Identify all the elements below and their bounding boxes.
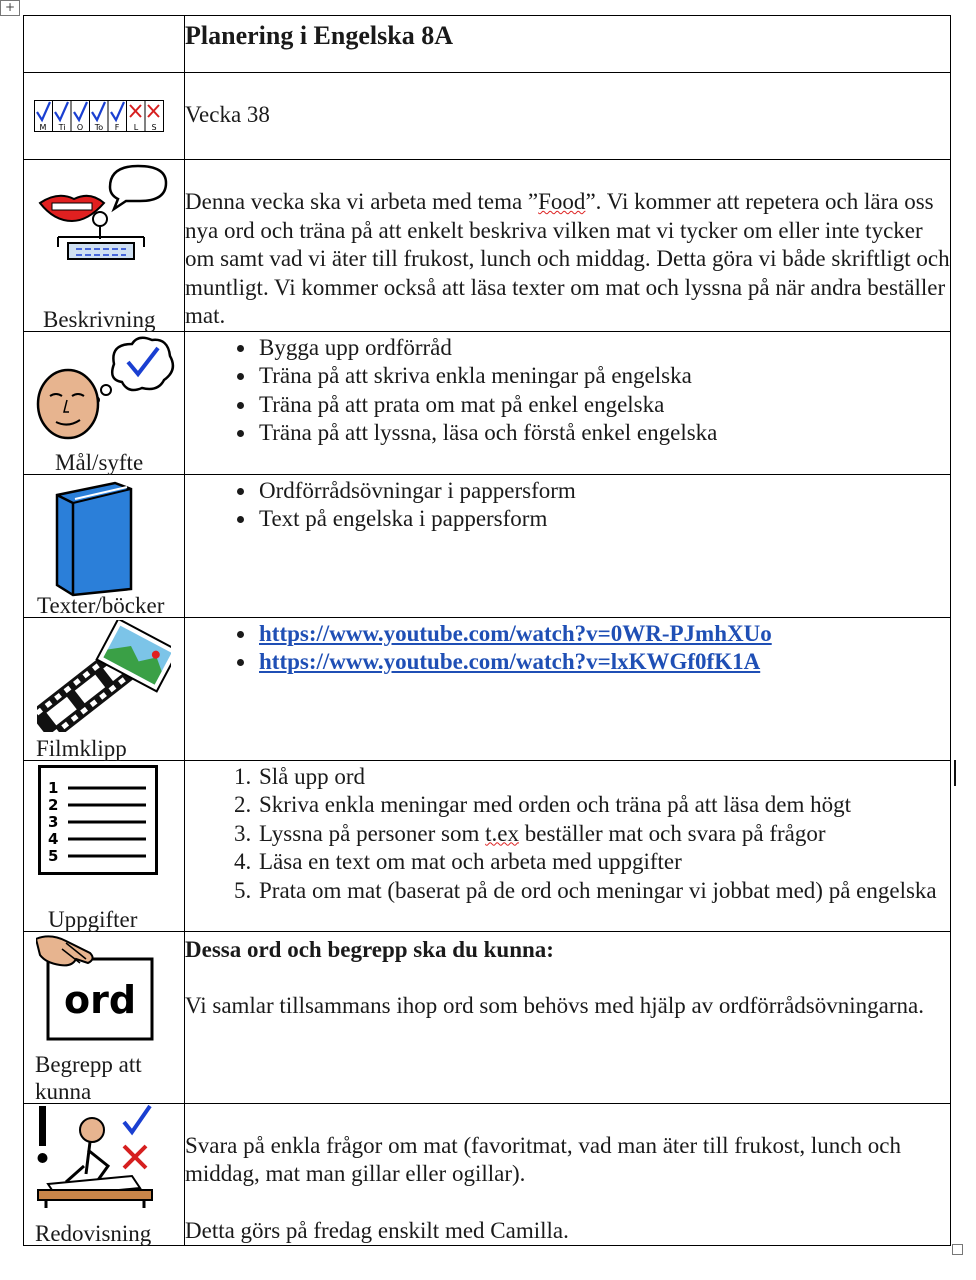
film-strip-icon	[37, 620, 171, 732]
goals-list	[185, 334, 950, 448]
video-link-1[interactable]: https://www.youtube.com/watch?v=0WR-PJmhXUo	[259, 620, 772, 646]
book-icon	[51, 481, 141, 597]
concepts-text: Vi samlar tillsammans ihop ord som behövs med hjälp av ordförrådsövningarna.	[185, 993, 924, 1018]
week-row	[24, 73, 951, 160]
title-icon-cell	[24, 16, 185, 73]
planning-table	[23, 15, 951, 1246]
film-cell	[185, 617, 951, 760]
list-item: 5. Prata om mat (baserat på de ord och meningar vi jobbat med) på engelska	[257, 877, 950, 906]
texts-cell	[185, 474, 951, 617]
title-cell	[185, 16, 951, 73]
list-item: • Bygga upp ordförråd	[257, 334, 950, 363]
goals-row	[24, 331, 951, 474]
spellcheck-word: Food	[538, 189, 586, 214]
concepts-row	[24, 931, 951, 1103]
table-move-handle-icon[interactable]: +	[0, 0, 20, 16]
list-item	[257, 648, 950, 677]
list-item: • Ordförrådsövningar i pappersform	[257, 477, 950, 506]
list-digit: 5	[48, 846, 59, 865]
description-label: Beskrivning	[43, 306, 156, 332]
description-text	[185, 188, 950, 331]
tasks-label: Uppgifter	[48, 906, 138, 932]
concepts-heading: Dessa ord och begrepp ska du kunna:	[185, 936, 554, 962]
spellcheck-word: t.ex	[485, 820, 519, 846]
tasks-list	[185, 763, 950, 906]
presentation-text-2: Detta görs på fredag enskilt med Camilla.	[185, 1217, 569, 1243]
page-title: Planering i Engelska 8A	[185, 21, 453, 50]
film-row	[24, 617, 951, 760]
day-letter: M	[39, 123, 47, 132]
list-digit: 4	[48, 829, 59, 848]
description-text-part: ”. Vi kommer att repetera och lära oss nya ord och träna på att enkelt beskriva vilken mat vi tycker om eller inte tycker om samt vad vi äter till frukost, lunch och middag. Detta göra vi både skriftligt och muntligt. Vi kommer också att läsa texter om mat och lyssna på när andra beställer mat.	[185, 189, 950, 328]
list-item: • Träna på att prata om mat på enkel engelska	[257, 391, 950, 420]
presentation-text-1: Svara på enkla frågor om mat (favoritmat, vad man äter till frukost, lunch och middag, mat man gillar eller ogillar).	[185, 1132, 901, 1186]
presentation-row	[24, 1103, 951, 1246]
tasks-cell	[185, 760, 951, 931]
concepts-icon-cell	[24, 931, 185, 1103]
texts-list	[185, 477, 950, 534]
week-text: Vecka 38	[185, 102, 270, 127]
tasks-row	[24, 760, 951, 931]
text-cursor	[954, 760, 956, 786]
list-item: 4. Läsa en text om mat och arbeta med uppgifter	[257, 848, 950, 877]
card-word: ord	[63, 977, 137, 1022]
concepts-label: Begrepp att kunna	[35, 1051, 142, 1104]
day-letter: L	[133, 123, 139, 132]
description-text-part: Denna vecka ska vi arbeta med tema ”	[185, 189, 539, 214]
goals-label: Mål/syfte	[55, 449, 144, 475]
list-item: 1. Slå upp ord	[257, 763, 950, 792]
day-letter: Ti	[58, 123, 66, 132]
day-letter: S	[151, 123, 157, 132]
list-digit: 2	[48, 795, 59, 814]
day-letter: F	[114, 123, 120, 132]
student-writing-icon	[36, 1104, 160, 1208]
thinking-face-icon	[36, 336, 176, 446]
numbered-list-icon	[38, 765, 158, 875]
list-item: • Träna på att skriva enkla meningar på engelska	[257, 362, 950, 391]
task-text-part: Lyssna på personer som	[259, 820, 486, 846]
tasks-icon-cell	[24, 760, 185, 931]
video-link-2[interactable]: https://www.youtube.com/watch?v=lxKWGf0fK1A	[259, 649, 761, 674]
week-icon-cell	[24, 73, 185, 160]
word-card-icon	[36, 933, 158, 1041]
film-list	[185, 620, 950, 677]
texts-label: Texter/böcker	[37, 592, 165, 618]
day-letter: O	[76, 123, 84, 132]
list-digit: 3	[48, 812, 59, 831]
list-item	[257, 820, 950, 849]
goals-cell	[185, 331, 951, 474]
table-resize-handle[interactable]	[952, 1244, 963, 1255]
presentation-icon-cell	[24, 1103, 185, 1246]
concepts-cell	[185, 931, 951, 1103]
speaking-person-icon	[38, 163, 168, 271]
list-item: 2. Skriva enkla meningar med orden och träna på att läsa dem högt	[257, 791, 950, 820]
film-icon-cell	[24, 617, 185, 760]
description-icon-cell	[24, 160, 185, 332]
presentation-label: Redovisning	[35, 1221, 152, 1246]
title-row	[24, 16, 951, 73]
week-cell	[185, 73, 951, 160]
description-row	[24, 160, 951, 332]
film-label: Filmklipp	[36, 735, 127, 761]
texts-icon-cell	[24, 474, 185, 617]
list-item: • Träna på att lyssna, läsa och förstå enkel engelska	[257, 419, 950, 448]
calendar-week-icon	[34, 100, 164, 132]
day-letter: To	[94, 123, 104, 132]
list-item: • Text på engelska i pappersform	[257, 505, 950, 534]
presentation-cell	[185, 1103, 951, 1246]
list-item	[257, 620, 950, 649]
goals-icon-cell	[24, 331, 185, 474]
task-text-part: beställer mat och svara på frågor	[519, 820, 826, 846]
list-digit: 1	[48, 778, 59, 797]
description-cell	[185, 160, 951, 332]
texts-row	[24, 474, 951, 617]
